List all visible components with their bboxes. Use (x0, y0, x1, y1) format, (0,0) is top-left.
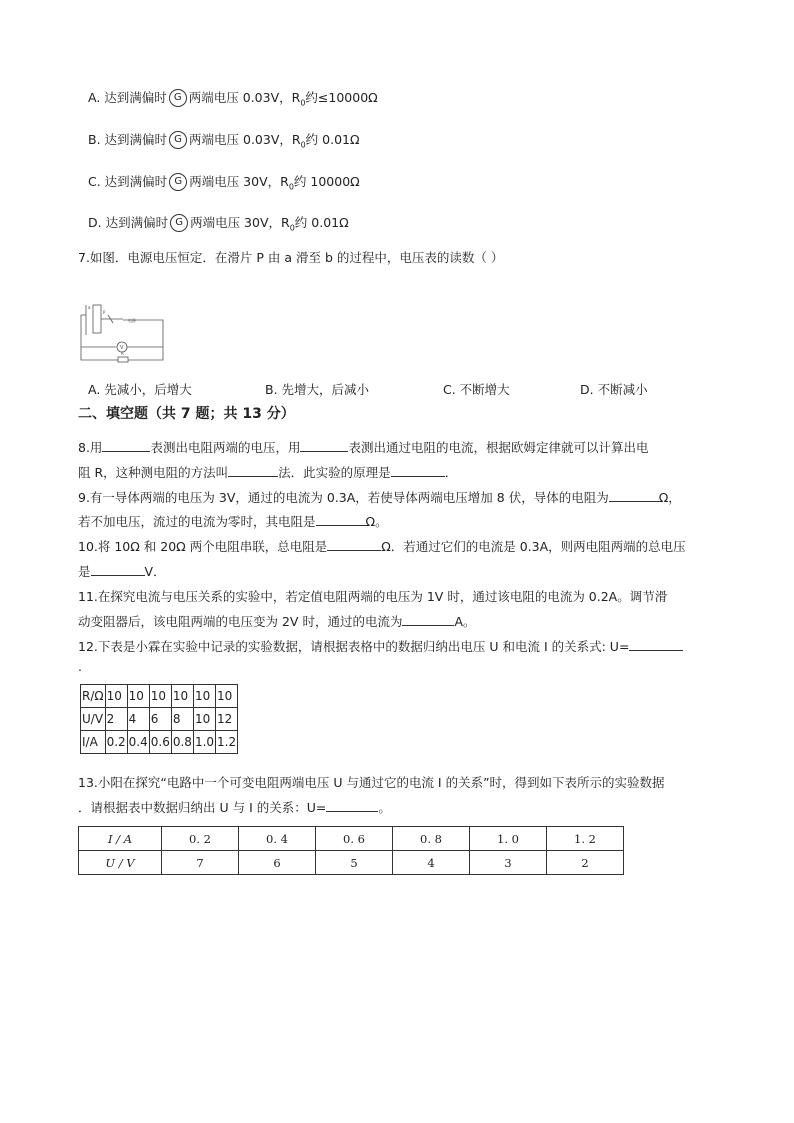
q6-option: D. 达到满偏时 G 两端电压 30V，$R_0$约 0.01Ω (88, 215, 349, 233)
table-cell: 2 (547, 851, 624, 875)
galvanometer-icon: G (170, 214, 188, 232)
table-cell: 6 (239, 851, 316, 875)
row-header: U/V (81, 708, 106, 731)
table-cell: 4 (393, 851, 470, 875)
question-11-line1: 11.在探究电流与电压关系的实验中，若定值电阻两端的电压为 1V 时，通过该电阻的电流为 0.2A。调节滑 (78, 589, 668, 604)
blank (316, 513, 366, 526)
table-row (81, 685, 238, 708)
label-p: P (103, 310, 106, 315)
table-cell: 0. 8 (393, 827, 470, 851)
table-cell: 10 (105, 685, 127, 708)
question-10-line1: 10.将 10Ω 和 20Ω 两个电阻串联，总电阻是 Ω．若通过它们的电流是 0.3A，则两电阻两端的总电压 (78, 539, 686, 554)
table-cell: 8 (171, 708, 193, 731)
blank (629, 638, 683, 651)
circuit-diagram (78, 295, 168, 367)
question-11-line2: 动变阻器后，该电阻两端的电压变为 2V 时，通过的电流为 A。 (78, 614, 476, 629)
q6-option: B. 达到满偏时 G 两端电压 0.03V，$R_0$约 0.01Ω (88, 132, 360, 150)
table-cell: 0.4 (127, 731, 149, 754)
label-r: R (121, 351, 124, 356)
question-8-line2: 阻 R，这种测电阻的方法叫 法．此实验的原理是 ． (78, 465, 458, 480)
data-table-13 (78, 826, 624, 875)
q7-option-c: C. 不断增大 (443, 382, 510, 397)
blank (228, 464, 278, 477)
row-header: I/A (81, 731, 106, 754)
blank (300, 439, 348, 452)
data-table-12 (80, 684, 238, 754)
table-cell: 0.8 (171, 731, 193, 754)
question-9-line1: 9.有一导体两端的电压为 3V，通过的电流为 0.3A，若使导体两端电压增加 8 伏，导体的电阻为 Ω， (78, 490, 681, 505)
table-cell: 3 (470, 851, 547, 875)
question-13-line2: ．请根据表中数据归纳出 U 与 I 的关系：U= 。 (78, 800, 391, 815)
row-header: U / V (79, 851, 162, 875)
table-row (79, 851, 624, 875)
question-12-line2: . (78, 659, 82, 674)
label-a: a (88, 305, 91, 310)
table-cell: 1. 2 (547, 827, 624, 851)
q7-option-b: B. 先增大，后减小 (265, 382, 370, 397)
row-header: R/Ω (81, 685, 106, 708)
label-power: 电源 (128, 318, 136, 323)
blank (402, 613, 454, 626)
label-v: V (120, 345, 124, 351)
question-12-line1: 12.下表是小霖在实验中记录的实验数据，请根据表格中的数据归纳出电压 U 和电流 I 的关系式: U= (78, 637, 683, 655)
question-7: 7.如图．电源电压恒定．在滑片 P 由 a 滑至 b 的过程中，电压表的读数（ ） (78, 250, 504, 265)
table-cell: 4 (127, 708, 149, 731)
table-cell: 10 (127, 685, 149, 708)
table-cell: 1.0 (193, 731, 215, 754)
question-10-line2: 是 V． (78, 564, 166, 579)
table-cell: 0.6 (149, 731, 171, 754)
question-9-line2: 若不加电压，流过的电流为零时，其电阻是 Ω。 (78, 514, 388, 529)
table-cell: 10 (193, 685, 215, 708)
blank (327, 538, 381, 551)
table-cell: 1. 0 (470, 827, 547, 851)
table-row (81, 708, 238, 731)
q6-option: A. 达到满偏时 G 两端电压 0.03V，$R_0$约≤10000Ω (88, 90, 378, 108)
table-cell: 0. 4 (239, 827, 316, 851)
question-13-line1: 13.小阳在探究“电路中一个可变电阻两端电压 U 与通过它的电流 I 的关系”时，得到如下表所示的实验数据 (78, 775, 665, 790)
table-cell: 10 (171, 685, 193, 708)
galvanometer-icon: G (169, 173, 187, 191)
blank (91, 563, 145, 576)
table-row (81, 731, 238, 754)
table-cell: 5 (316, 851, 393, 875)
table-cell: 10 (193, 708, 215, 731)
q7-option-d: D. 不断减小 (580, 382, 648, 397)
table-cell: 1.2 (216, 731, 238, 754)
blank (609, 489, 659, 502)
row-header: I / A (79, 827, 162, 851)
q6-option: C. 达到满偏时 G 两端电压 30V，$R_0$约 10000Ω (88, 174, 360, 192)
table-cell: 12 (216, 708, 238, 731)
table-cell: 10 (149, 685, 171, 708)
galvanometer-icon: G (169, 131, 187, 149)
blank (102, 439, 150, 452)
table-cell: 0. 2 (162, 827, 239, 851)
blank (391, 464, 445, 477)
table-cell: 6 (149, 708, 171, 731)
galvanometer-icon: G (169, 89, 187, 107)
blank (326, 799, 378, 812)
table-cell: 0. 6 (316, 827, 393, 851)
table-cell: 7 (162, 851, 239, 875)
table-cell: 10 (216, 685, 238, 708)
table-cell: 0.2 (105, 731, 127, 754)
table-cell: 2 (105, 708, 127, 731)
question-8-line1: 8.用 表测出电阻两端的电压，用 表测出通过电阻的电流，根据欧姆定律就可以计算出电 (78, 440, 649, 455)
table-row (79, 827, 624, 851)
section-title: 二、填空题（共 7 题；共 13 分） (78, 406, 295, 422)
q7-option-a: A. 先减小，后增大 (88, 382, 192, 397)
